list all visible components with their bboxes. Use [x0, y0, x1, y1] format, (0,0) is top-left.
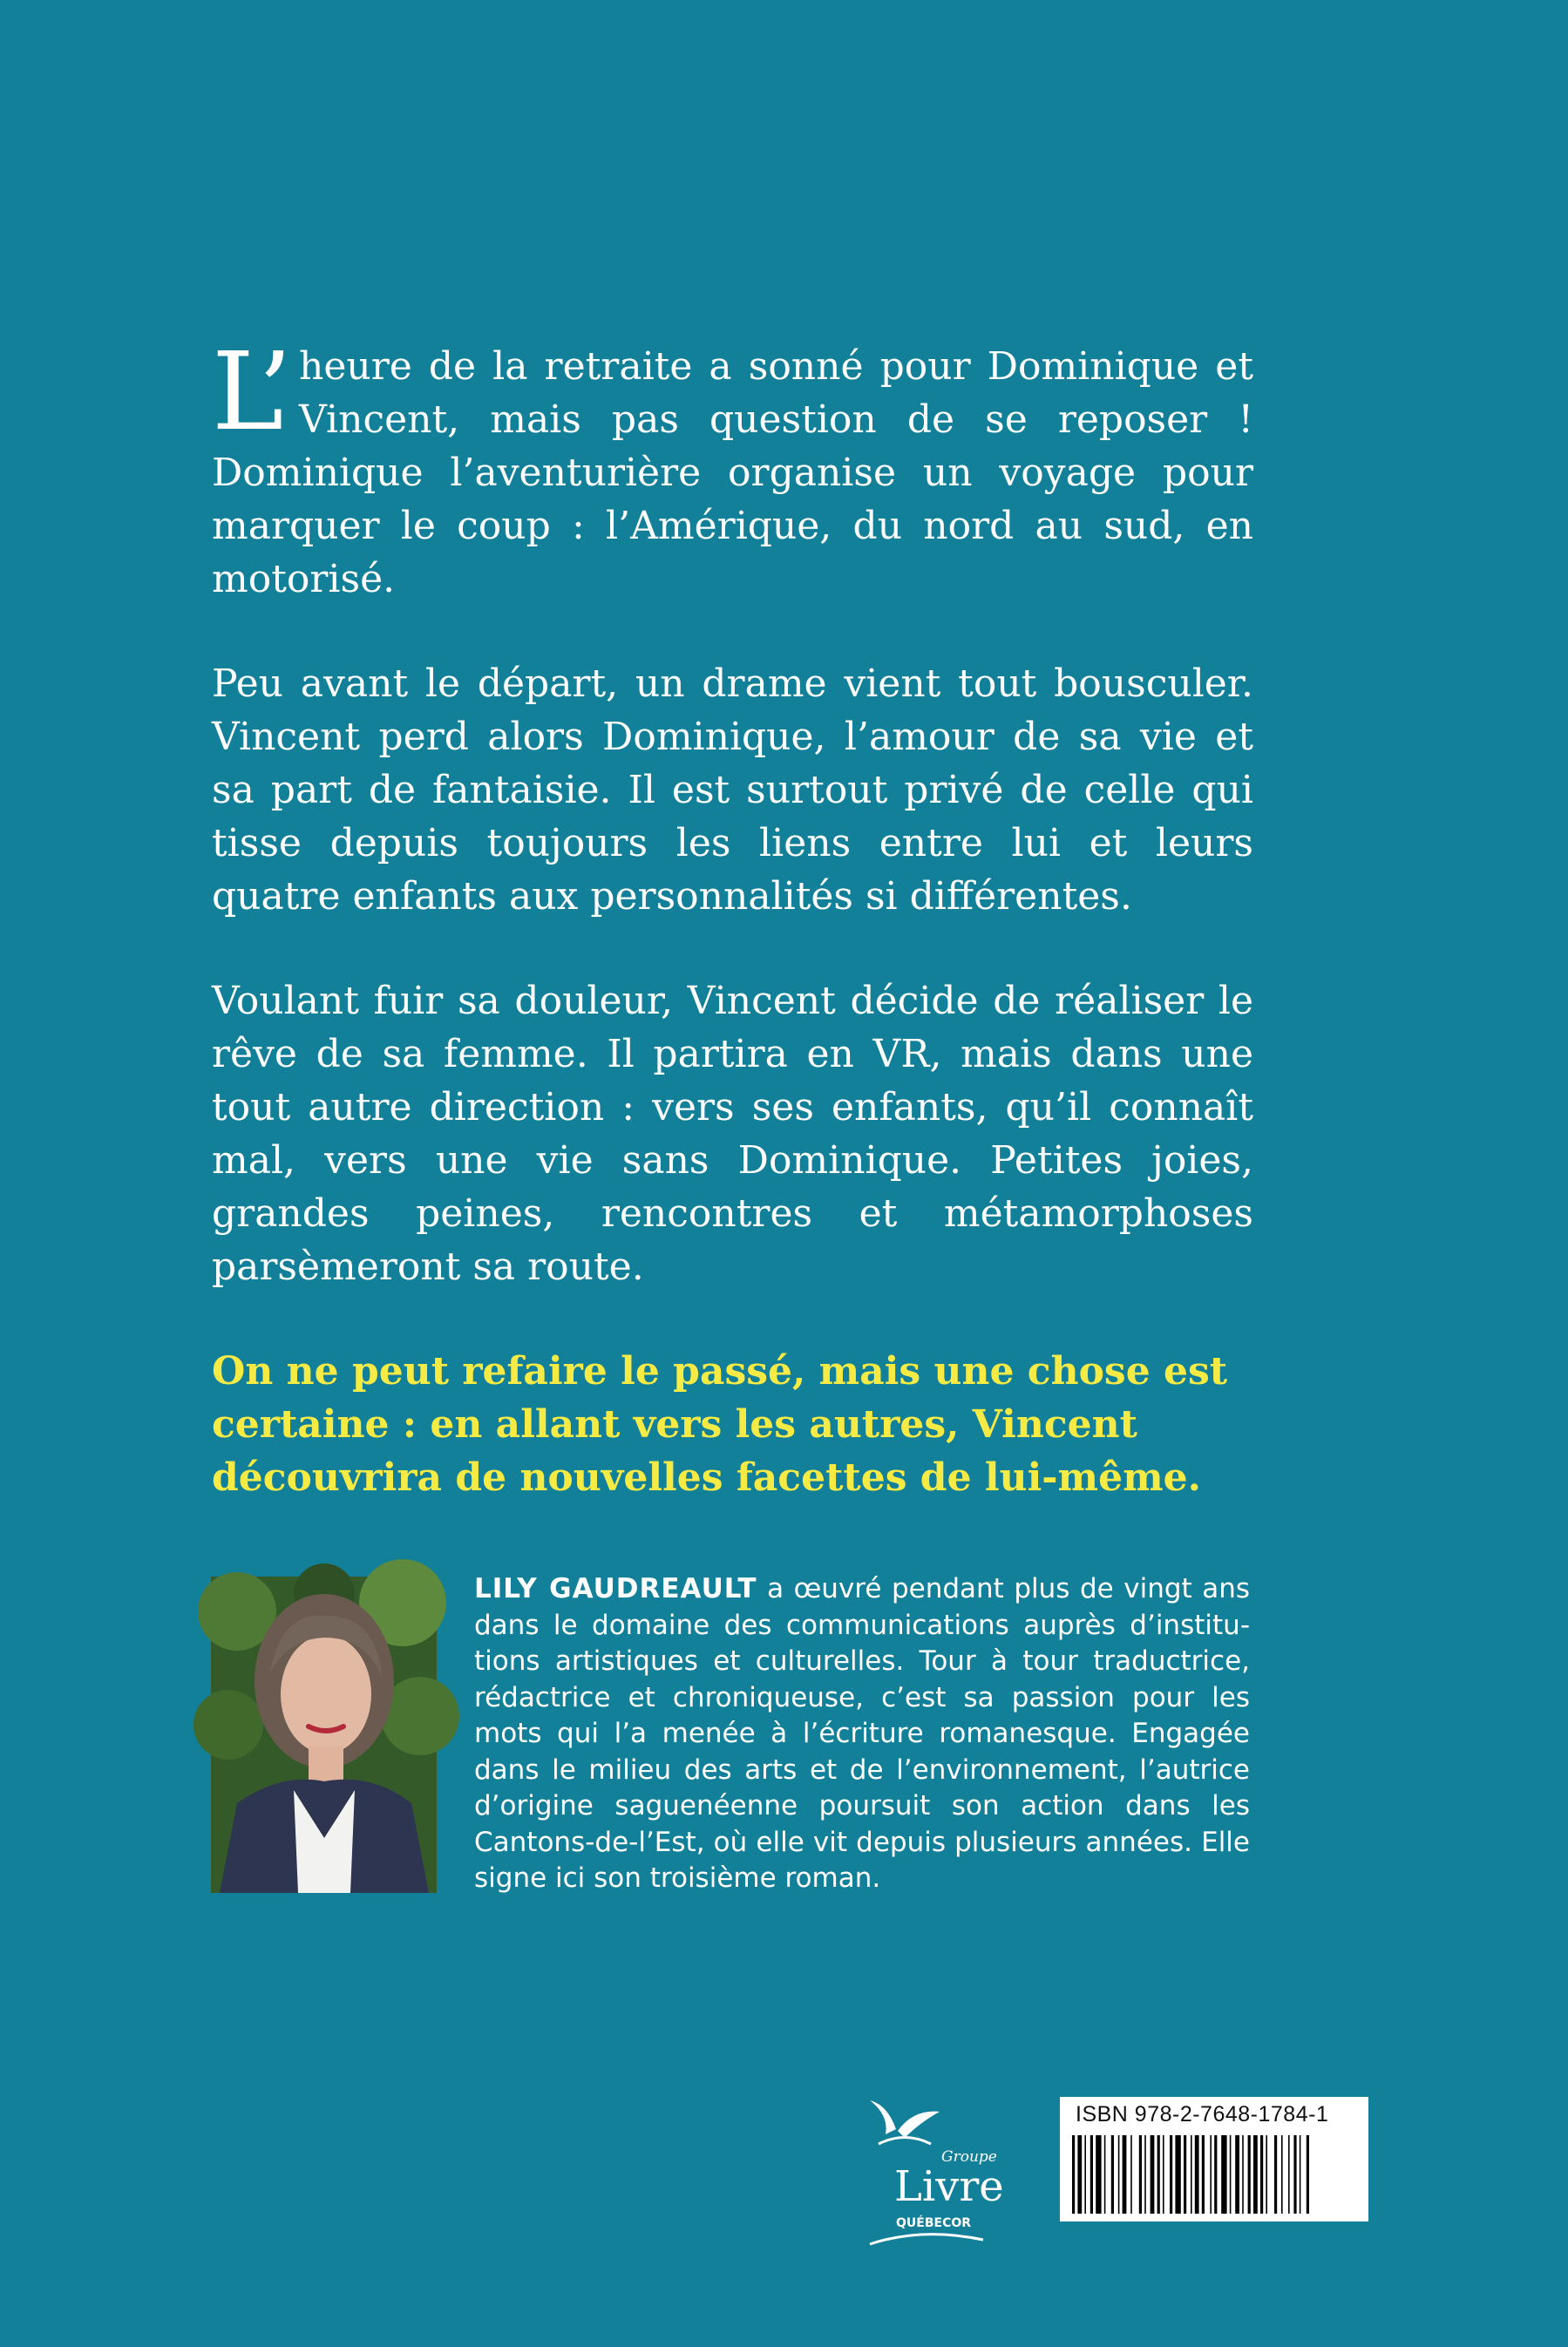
drop-cap: L’ [212, 329, 293, 455]
publisher-logo [844, 2096, 1004, 2249]
synopsis [212, 329, 1253, 1556]
publisher-line1: Groupe [941, 2148, 997, 2166]
author-name: LILY GAUDREAULT [474, 1573, 757, 1604]
author-bio-text: a œuvré pendant plus de vingt ans dans le domaine des communications auprès d’institutions artistiques et culturelles. Tour à tour traductrice, rédactrice et chroniqueuse, c’est sa passion pour les mots qui l’a menée à l’écriture romanesque. Engagée dans le milieu des arts et de l’environnement, l’autrice d’origine saguenéenne poursuit son action dans les Cantons-de-l’Est, où elle vit depuis plusieurs années. Elle signe ici son troisième roman. [474, 1573, 1250, 1894]
isbn-barcode [1060, 2097, 1368, 2222]
synopsis-paragraph-1 [212, 329, 1253, 606]
publisher-line2: Livre [894, 2162, 1004, 2211]
synopsis-text-1: heure de la retraite a sonné pour Dominique et Vincent, mais pas question de se reposer ! Dominique l’aventurière organise un voyage pour marquer le coup : l’Amérique, du nord au sud, en motorisé. [212, 344, 1253, 601]
author-bio [474, 1571, 1250, 1897]
synopsis-paragraph-2: Peu avant le départ, un drame vient tout bousculer. Vincent perd alors Dominique, l’amour de sa vie et sa part de fantaisie. Il est surtout privé de celle qui tisse depuis toujours les liens entre lui et leurs quatre enfants aux personnalités si différentes. [212, 661, 1253, 919]
publisher-line3: QUÉBECOR [896, 2216, 972, 2230]
author-portrait-image [211, 1577, 437, 1893]
author-photo [211, 1577, 437, 1893]
isbn-number: ISBN 978-2-7648-1784-1 [1076, 2102, 1329, 2127]
tagline: On ne peut refaire le passé, mais une chose est certaine : en allant vers les autres, Vincent découvrira de nouvelles facettes de lui-même. [212, 1349, 1228, 1500]
barcode-icon [1060, 2097, 1368, 2222]
synopsis-paragraph-3: Voulant fuir sa douleur, Vincent décide de réaliser le rêve de sa femme. Il partira en VR, mais dans une tout autre direction : vers ses enfants, qu’il connaît mal, vers une vie sans Dominique. Petites joies, grandes peines, rencontres et métamorphoses parsèmeront sa route. [212, 979, 1253, 1289]
bird-logo-icon [844, 2096, 1004, 2249]
